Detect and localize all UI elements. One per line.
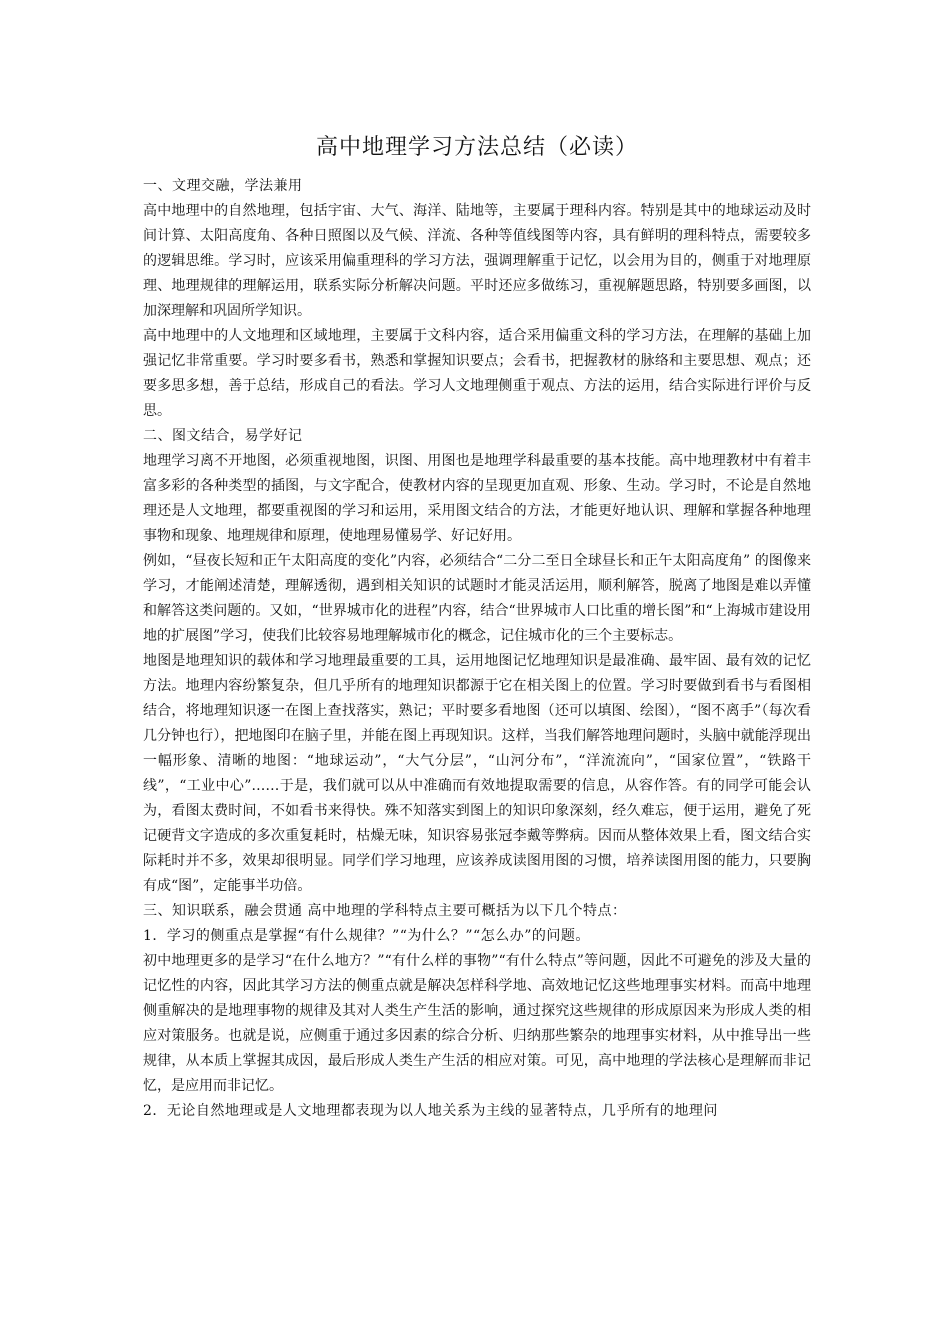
document-title: 高中地理学习方法总结（必读） [315,135,638,160]
paragraph-map-memory: 地图是地理知识的载体和学习地理最重要的工具，运用地图记忆地理知识是最准确、最牢固、最有效的记忆方法。地理内容纷繁复杂，但几乎所有的地理知识都源于它在相关图上的位置。学习时要做到看书与看图相结合，将地理知识逐一在图上查找落实，熟记；平时要多看地图（还可以填图、绘图），“图不离手”（每次看几分钟也行），把地图印在脑子里，并能在图上再现知识。这样，当我们解答地理问题时，头脑中就能浮现出一幅形象、清晰的地图：“地球运动”，“大气分层”，“山河分布”，“洋流流向”，“国家位置”，“铁路干线”，“工业中心”……于是，我们就可以从中准确而有效地提取需要的信息，从容作答。有的同学可能会认为，看图太费时间，不如看书来得快。殊不知落实到图上的知识印象深刻，经久难忘，便于运用，避免了死记硬背文字造成的多次重复耗时，枯燥无味，知识容易张冠李戴等弊病。因而从整体效果上看，图文结合实际耗时并不多，效果却很明显。同学们学习地理，应该养成读图用图的习惯，培养读图用图的能力，只要胸有成“图”，定能事半功倍。 [143,653,811,894]
section-heading-1: 一、文理交融，学法兼用 [143,178,303,194]
document-page [143,128,811,1124]
point-2-heading: 2．无论自然地理或是人文地理都表现为以人地关系为主线的显著特点，几乎所有的地理问 [143,1103,718,1119]
point-1-heading: 1．学习的侧重点是掌握“有什么规律？”“为什么？”“怎么办”的问题。 [143,928,590,944]
paragraph-human-geography: 高中地理中的人文地理和区域地理，主要属于文科内容，适合采用偏重文科的学习方法，在理解的基础上加强记忆非常重要。学习时要多看书，熟悉和掌握知识要点；会看书，把握教材的脉络和主要思想、观点；还要多思多想，善于总结，形成自己的看法。学习人文地理侧重于观点、方法的运用，结合实际进行评价与反思。 [143,328,811,419]
section-heading-2: 二、图文结合，易学好记 [143,428,303,444]
paragraph-physical-geography: 高中地理中的自然地理，包括宇宙、大气、海洋、陆地等，主要属于理科内容。特别是其中的地球运动及时间计算、太阳高度角、各种日照图以及气候、洋流、各种等值线图等内容，具有鲜明的理科特点，需要较多的逻辑思维。学习时，应该采用偏重理科的学习方法，强调理解重于记忆，以会用为目的，侧重于对地理原理、地理规律的理解运用，联系实际分析解决问题。平时还应多做练习，重视解题思路，特别要多画图，以加深理解和巩固所学知识。 [143,203,811,319]
paragraph-examples: 例如，“昼夜长短和正午太阳高度的变化”内容，必须结合“二分二至日全球昼长和正午太阳高度角” 的图像来学习，才能阐述清楚，理解透彻，遇到相关知识的试题时才能灵活运用，顺利解答，脱离了地图是难以弄懂和解答这类问题的。又如，“世界城市化的进程”内容，结合“世界城市人口比重的增长图”和“上海城市建设用地的扩展图”学习，使我们比较容易地理解城市化的概念，记住城市化的三个主要标志。 [143,553,811,644]
paragraph-maps-importance: 地理学习离不开地图，必须重视地图，识图、用图也是地理学科最重要的基本技能。高中地理教材中有着丰富多彩的各种类型的插图，与文字配合，使教材内容的呈现更加直观、形象、生动。学习时，不论是自然地理还是人文地理，都要重视图的学习和运用，采用图文结合的方法，才能更好地认识、理解和掌握各种地理事物和现象、地理规律和原理，使地理易懂易学、好记好用。 [143,453,811,544]
section-heading-3: 三、知识联系，融会贯通 高中地理的学科特点主要可概括为以下几个特点： [143,903,627,919]
paragraph-junior-vs-senior: 初中地理更多的是学习“在什么地方？”“有什么样的事物”“有什么特点”等问题，因此不可避免的涉及大量的记忆性的内容，因此其学习方法的侧重点就是解决怎样科学地、高效地记忆这些地理事实材料。而高中地理侧重解决的是地理事物的规律及其对人类生产生活的影响，通过探究这些规律的形成原因来为形成人类的相应对策服务。也就是说，应侧重于通过多因素的综合分析、归纳那些繁杂的地理事实材料，从中推导出一些规律，从本质上掌握其成因，最后形成人类生产生活的相应对策。可见，高中地理的学法核心是理解而非记忆，是应用而非记忆。 [143,953,811,1094]
